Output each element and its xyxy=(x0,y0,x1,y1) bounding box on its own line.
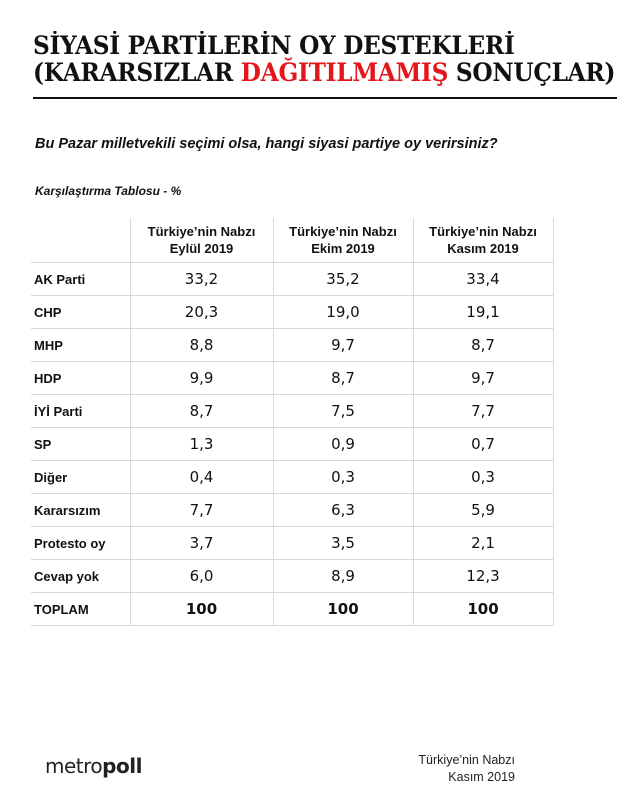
cell-value: 8,7 xyxy=(413,329,553,362)
cell-value: 2,1 xyxy=(413,527,553,560)
source-line-2: Kasım 2019 xyxy=(448,770,515,784)
cell-value: 8,7 xyxy=(130,395,273,428)
column-header-line1: Türkiye’nin Nabzı xyxy=(289,224,397,239)
table-row xyxy=(31,560,553,593)
row-label: MHP xyxy=(31,329,130,362)
row-label: CHP xyxy=(31,296,130,329)
row-label: İYİ Parti xyxy=(31,395,130,428)
cell-value: 3,5 xyxy=(273,527,413,560)
cell-value: 19,0 xyxy=(273,296,413,329)
cell-value: 0,7 xyxy=(413,428,553,461)
metropoll-logo xyxy=(45,754,142,778)
cell-value: 8,9 xyxy=(273,560,413,593)
row-label: Cevap yok xyxy=(31,560,130,593)
cell-value: 0,4 xyxy=(130,461,273,494)
cell-value: 8,7 xyxy=(273,362,413,395)
cell-value: 6,0 xyxy=(130,560,273,593)
column-header xyxy=(130,218,273,263)
table-row xyxy=(31,395,553,428)
title-line-2-prefix: (KARARSIZLAR xyxy=(33,58,241,87)
row-label: Diğer xyxy=(31,461,130,494)
table-row xyxy=(31,362,553,395)
column-header xyxy=(413,218,553,263)
cell-value: 19,1 xyxy=(413,296,553,329)
title-divider xyxy=(33,97,617,99)
row-label: TOPLAM xyxy=(31,593,130,626)
cell-value: 7,7 xyxy=(413,395,553,428)
cell-value: 9,9 xyxy=(130,362,273,395)
cell-value: 0,3 xyxy=(273,461,413,494)
source-note xyxy=(418,752,515,786)
row-label: AK Parti xyxy=(31,263,130,296)
title-line-1: SİYASİ PARTİLERİN OY DESTEKLERİ xyxy=(33,31,515,60)
title-line-2-suffix: SONUÇLAR) xyxy=(448,58,616,87)
table-header-row xyxy=(31,218,553,263)
table-row xyxy=(31,263,553,296)
cell-value: 100 xyxy=(413,593,553,626)
table-row xyxy=(31,296,553,329)
title-line-2 xyxy=(33,58,616,87)
column-header-line2: Eylül 2019 xyxy=(169,241,234,256)
cell-value: 35,2 xyxy=(273,263,413,296)
cell-value: 33,4 xyxy=(413,263,553,296)
cell-value: 100 xyxy=(130,593,273,626)
table-row xyxy=(31,494,553,527)
row-label: Kararsızım xyxy=(31,494,130,527)
title-highlight: DAĞITILMAMIŞ xyxy=(240,58,449,87)
table-row xyxy=(31,593,553,626)
source-line-1: Türkiye’nin Nabzı xyxy=(418,753,515,767)
table-row xyxy=(31,527,553,560)
survey-question: Bu Pazar milletvekili seçimi olsa, hangi siyasi partiye oy verirsiniz? xyxy=(35,136,498,152)
cell-value: 0,9 xyxy=(273,428,413,461)
cell-value: 7,7 xyxy=(130,494,273,527)
table-row xyxy=(31,461,553,494)
row-label: SP xyxy=(31,428,130,461)
logo-light-text: metro xyxy=(45,754,103,778)
logo-bold-text: poll xyxy=(102,754,142,778)
cell-value: 3,7 xyxy=(130,527,273,560)
column-header-line1: Türkiye’nin Nabzı xyxy=(429,224,537,239)
row-label: Protesto oy xyxy=(31,527,130,560)
column-header xyxy=(273,218,413,263)
page-title xyxy=(33,31,616,87)
comparison-table xyxy=(31,218,554,626)
cell-value: 8,8 xyxy=(130,329,273,362)
table-row xyxy=(31,428,553,461)
cell-value: 20,3 xyxy=(130,296,273,329)
cell-value: 6,3 xyxy=(273,494,413,527)
column-header-line2: Kasım 2019 xyxy=(447,241,519,256)
cell-value: 5,9 xyxy=(413,494,553,527)
table-subtitle: Karşılaştırma Tablosu - % xyxy=(35,184,182,198)
cell-value: 1,3 xyxy=(130,428,273,461)
header-corner xyxy=(31,218,130,263)
cell-value: 9,7 xyxy=(413,362,553,395)
table-row xyxy=(31,329,553,362)
cell-value: 33,2 xyxy=(130,263,273,296)
cell-value: 0,3 xyxy=(413,461,553,494)
cell-value: 7,5 xyxy=(273,395,413,428)
row-label: HDP xyxy=(31,362,130,395)
cell-value: 9,7 xyxy=(273,329,413,362)
cell-value: 100 xyxy=(273,593,413,626)
column-header-line2: Ekim 2019 xyxy=(311,241,375,256)
cell-value: 12,3 xyxy=(413,560,553,593)
column-header-line1: Türkiye’nin Nabzı xyxy=(147,224,256,239)
